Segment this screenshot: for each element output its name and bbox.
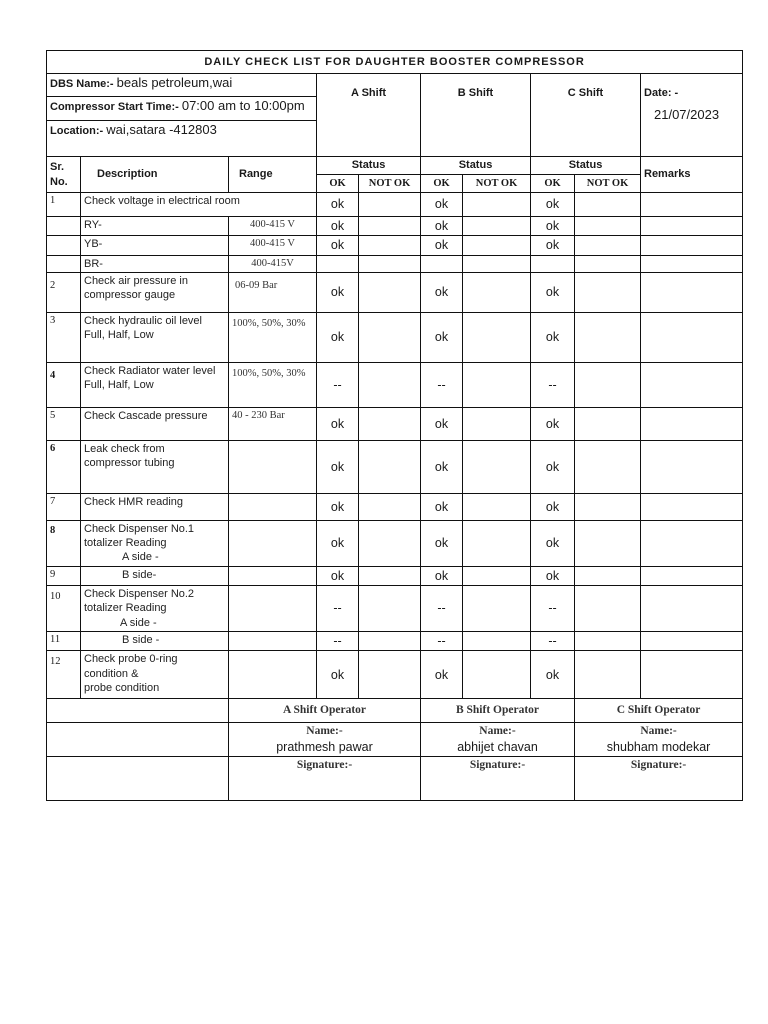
c-shift-operator-label: C Shift Operator [575, 699, 743, 723]
row-a-ok: ok [317, 193, 359, 217]
row-c-ok: ok [531, 520, 575, 566]
row-b-ok: ok [421, 493, 463, 520]
row-c-notok [575, 312, 641, 362]
row-c-ok: ok [531, 440, 575, 493]
row-a-notok [359, 520, 421, 566]
row-remarks [641, 272, 743, 312]
row-sr: 11 [47, 632, 81, 651]
row-a-notok [359, 651, 421, 699]
row-a-ok: ok [317, 520, 359, 566]
row-sr: 6 [47, 440, 81, 493]
row-a-ok [317, 255, 359, 272]
row-c-ok: ok [531, 493, 575, 520]
c-operator-name: shubham modekar [606, 740, 711, 755]
row-b-notok [463, 493, 531, 520]
row-c-notok [575, 362, 641, 407]
row-sr: 3 [47, 312, 81, 362]
row-c-ok: -- [531, 632, 575, 651]
b-signature-label: Signature:- [469, 759, 526, 772]
row-c-ok: ok [531, 217, 575, 236]
dbs-name-cell [47, 74, 317, 97]
table-row [47, 407, 743, 440]
row-range [229, 566, 317, 585]
row-remarks [641, 407, 743, 440]
row-c-notok [575, 651, 641, 699]
row-b-notok [463, 272, 531, 312]
row-a-notok [359, 193, 421, 217]
row-a-ok: ok [317, 217, 359, 236]
row-a-ok: ok [317, 566, 359, 585]
row-range [229, 586, 317, 632]
row-sr: 10 [47, 586, 81, 632]
start-time-label: Compressor Start Time:- [50, 101, 179, 113]
location-cell [47, 121, 317, 157]
row-c-ok: ok [531, 272, 575, 312]
table-row [47, 236, 743, 255]
row-range: 100%, 50%, 30% [229, 312, 317, 362]
row-remarks [641, 236, 743, 255]
row-c-ok: ok [531, 193, 575, 217]
row-c-ok: ok [531, 407, 575, 440]
row-b-ok: -- [421, 632, 463, 651]
notok-c-header: NOT OK [575, 175, 641, 193]
row-description [81, 651, 229, 699]
remarks-header: Remarks [641, 157, 743, 193]
row-sr: 4 [47, 362, 81, 407]
row-b-notok [463, 566, 531, 585]
row-a-notok [359, 586, 421, 632]
row-c-notok [575, 217, 641, 236]
b-name-label: Name:- [479, 725, 516, 738]
row-a-ok: -- [317, 632, 359, 651]
row-remarks [641, 566, 743, 585]
date-label: Date: - [644, 87, 679, 99]
row-remarks [641, 632, 743, 651]
row-c-notok [575, 272, 641, 312]
row-b-ok [421, 255, 463, 272]
row-range: 400-415V [229, 255, 317, 272]
row-desc-line1: Leak check from [84, 442, 165, 455]
row-a-notok [359, 217, 421, 236]
row-sr: 12 [47, 651, 81, 699]
operator-blank-cell [47, 699, 229, 723]
c-signature-label: Signature:- [630, 759, 687, 772]
dbs-name-value: beals petroleum,wai [116, 75, 233, 90]
row-sr [47, 217, 81, 236]
row-c-ok [531, 255, 575, 272]
row-b-ok: ok [421, 651, 463, 699]
row-c-ok: -- [531, 586, 575, 632]
status-c-header: Status [531, 157, 641, 175]
row-range [229, 632, 317, 651]
dbs-name-label: DBS Name:- [50, 78, 114, 90]
table-row [47, 255, 743, 272]
row-desc-line1: B side- [122, 568, 157, 581]
row-range: 40 - 230 Bar [229, 407, 317, 440]
row-a-notok [359, 362, 421, 407]
row-description [81, 440, 229, 493]
row-description [81, 586, 229, 632]
b-operator-name-cell [421, 723, 575, 757]
table-row [47, 312, 743, 362]
ok-a-header: OK [317, 175, 359, 193]
row-c-notok [575, 632, 641, 651]
row-a-notok [359, 566, 421, 585]
row-c-ok: ok [531, 651, 575, 699]
table-row [47, 440, 743, 493]
row-remarks [641, 217, 743, 236]
row-desc-line2: compressor gauge [84, 289, 176, 302]
row-a-notok [359, 407, 421, 440]
row-c-ok: ok [531, 312, 575, 362]
row-desc-line1: Check probe 0-ring [84, 653, 178, 666]
table-row [47, 493, 743, 520]
date-value: 21/07/2023 [654, 107, 720, 123]
table-row [47, 272, 743, 312]
location-value: wai,satara -412803 [106, 122, 217, 137]
c-operator-name-cell [575, 723, 743, 757]
row-b-notok [463, 255, 531, 272]
row-a-ok: ok [317, 440, 359, 493]
table-row [47, 217, 743, 236]
row-sr: 5 [47, 407, 81, 440]
row-desc-line1: Check hydraulic oil level [84, 314, 202, 327]
row-b-notok [463, 440, 531, 493]
row-description [81, 272, 229, 312]
row-desc-line1: Check Dispenser No.1 [84, 522, 195, 535]
row-b-notok [463, 632, 531, 651]
row-remarks [641, 255, 743, 272]
row-a-ok: ok [317, 272, 359, 312]
row-a-ok: ok [317, 236, 359, 255]
row-desc-line1: B side - [122, 634, 160, 647]
row-sr: 9 [47, 566, 81, 585]
notok-b-header: NOT OK [463, 175, 531, 193]
row-b-notok [463, 362, 531, 407]
row-description [81, 312, 229, 362]
form-title: DAILY CHECK LIST FOR DAUGHTER BOOSTER COMPRESSOR [47, 51, 743, 74]
row-range: 06-09 Bar [229, 272, 317, 312]
row-b-notok [463, 407, 531, 440]
row-b-notok [463, 217, 531, 236]
row-desc-line2: totalizer Reading [84, 537, 167, 550]
row-remarks [641, 362, 743, 407]
status-b-header: Status [421, 157, 531, 175]
row-remarks [641, 586, 743, 632]
sr-no-header: Sr. No. [47, 157, 81, 193]
b-operator-name: abhijet chavan [457, 740, 538, 755]
notok-a-header: NOT OK [359, 175, 421, 193]
row-sr: 8 [47, 520, 81, 566]
a-signature-label: Signature:- [296, 759, 353, 772]
row-remarks [641, 493, 743, 520]
a-shift-operator-label: A Shift Operator [229, 699, 421, 723]
row-a-ok: ok [317, 312, 359, 362]
checklist-table [46, 50, 743, 801]
row-remarks [641, 520, 743, 566]
a-operator-name-cell [229, 723, 421, 757]
row-c-notok [575, 407, 641, 440]
table-row [47, 651, 743, 699]
row-description [81, 520, 229, 566]
row-b-ok: ok [421, 236, 463, 255]
row-c-notok [575, 193, 641, 217]
row-desc-line1: Check Dispenser No.2 [84, 588, 195, 601]
row-description [81, 566, 229, 585]
row-b-ok: ok [421, 312, 463, 362]
c-signature-cell [575, 757, 743, 801]
row-c-notok [575, 566, 641, 585]
a-name-label: Name:- [306, 725, 343, 738]
date-cell [641, 74, 743, 157]
a-signature-cell [229, 757, 421, 801]
row-b-notok [463, 651, 531, 699]
row-desc-line2: totalizer Reading [84, 602, 167, 615]
row-c-notok [575, 586, 641, 632]
shift-a-header: A Shift [317, 74, 421, 157]
row-b-ok: ok [421, 520, 463, 566]
row-b-ok: ok [421, 407, 463, 440]
row-b-ok: -- [421, 362, 463, 407]
row-b-notok [463, 586, 531, 632]
name-blank-cell [47, 723, 229, 757]
row-b-ok: ok [421, 193, 463, 217]
row-range: 400-415 V [229, 217, 317, 236]
row-range [229, 651, 317, 699]
row-a-ok: ok [317, 407, 359, 440]
table-row [47, 566, 743, 585]
row-remarks [641, 312, 743, 362]
b-shift-operator-label: B Shift Operator [421, 699, 575, 723]
c-name-label: Name:- [640, 725, 677, 738]
row-b-ok: ok [421, 272, 463, 312]
row-desc-line2: condition & [84, 667, 139, 680]
location-label: Location:- [50, 125, 104, 137]
row-sr: 7 [47, 493, 81, 520]
row-desc-line1: Check air pressure in [84, 274, 188, 287]
row-description: Check voltage in electrical room [81, 193, 317, 217]
row-description: YB- [81, 236, 229, 255]
table-row [47, 586, 743, 632]
row-range: 400-415 V [229, 236, 317, 255]
row-sr [47, 236, 81, 255]
b-signature-cell [421, 757, 575, 801]
row-c-ok: ok [531, 566, 575, 585]
row-description: Check HMR reading [81, 493, 229, 520]
signature-blank-cell [47, 757, 229, 801]
row-sr: 1 [47, 193, 81, 217]
row-desc-line3: probe condition [84, 681, 160, 694]
row-b-notok [463, 312, 531, 362]
row-a-notok [359, 236, 421, 255]
row-range [229, 440, 317, 493]
row-c-ok: -- [531, 362, 575, 407]
row-desc-line2: compressor tubing [84, 457, 175, 470]
row-a-notok [359, 440, 421, 493]
row-b-notok [463, 236, 531, 255]
shift-c-header: C Shift [531, 74, 641, 157]
row-description [81, 362, 229, 407]
row-b-notok [463, 193, 531, 217]
status-a-header: Status [317, 157, 421, 175]
row-a-ok: ok [317, 651, 359, 699]
a-operator-name: prathmesh pawar [276, 740, 373, 755]
row-a-notok [359, 632, 421, 651]
start-time-value: 07:00 am to 10:00pm [181, 98, 305, 113]
shift-b-header: B Shift [421, 74, 531, 157]
row-remarks [641, 440, 743, 493]
row-a-ok: -- [317, 362, 359, 407]
row-desc-line3: A side - [122, 551, 159, 564]
row-c-notok [575, 236, 641, 255]
row-c-notok [575, 255, 641, 272]
ok-c-header: OK [531, 175, 575, 193]
row-a-notok [359, 255, 421, 272]
row-c-notok [575, 440, 641, 493]
row-b-ok: ok [421, 566, 463, 585]
row-description [81, 632, 229, 651]
ok-b-header: OK [421, 175, 463, 193]
row-c-notok [575, 493, 641, 520]
row-b-ok: ok [421, 217, 463, 236]
range-header: Range [229, 157, 317, 193]
row-b-notok [463, 520, 531, 566]
row-a-ok: -- [317, 586, 359, 632]
row-a-notok [359, 312, 421, 362]
row-desc-line2: Full, Half, Low [84, 379, 154, 392]
description-header: Description [81, 157, 229, 193]
start-time-cell [47, 97, 317, 121]
table-row [47, 193, 743, 217]
row-desc-line2: Full, Half, Low [84, 329, 154, 342]
row-description: BR- [81, 255, 229, 272]
row-a-ok: ok [317, 493, 359, 520]
row-a-notok [359, 493, 421, 520]
row-range [229, 520, 317, 566]
row-desc-line3: A side - [120, 616, 157, 629]
row-c-notok [575, 520, 641, 566]
row-c-ok: ok [531, 236, 575, 255]
row-sr [47, 255, 81, 272]
row-range [229, 493, 317, 520]
row-description: RY- [81, 217, 229, 236]
row-range: 100%, 50%, 30% [229, 362, 317, 407]
row-remarks [641, 193, 743, 217]
table-row [47, 362, 743, 407]
table-row [47, 632, 743, 651]
row-b-ok: -- [421, 586, 463, 632]
row-remarks [641, 651, 743, 699]
row-sr: 2 [47, 272, 81, 312]
row-a-notok [359, 272, 421, 312]
table-row [47, 520, 743, 566]
row-desc-line1: Check Radiator water level [84, 364, 216, 377]
row-description: Check Cascade pressure [81, 407, 229, 440]
row-b-ok: ok [421, 440, 463, 493]
